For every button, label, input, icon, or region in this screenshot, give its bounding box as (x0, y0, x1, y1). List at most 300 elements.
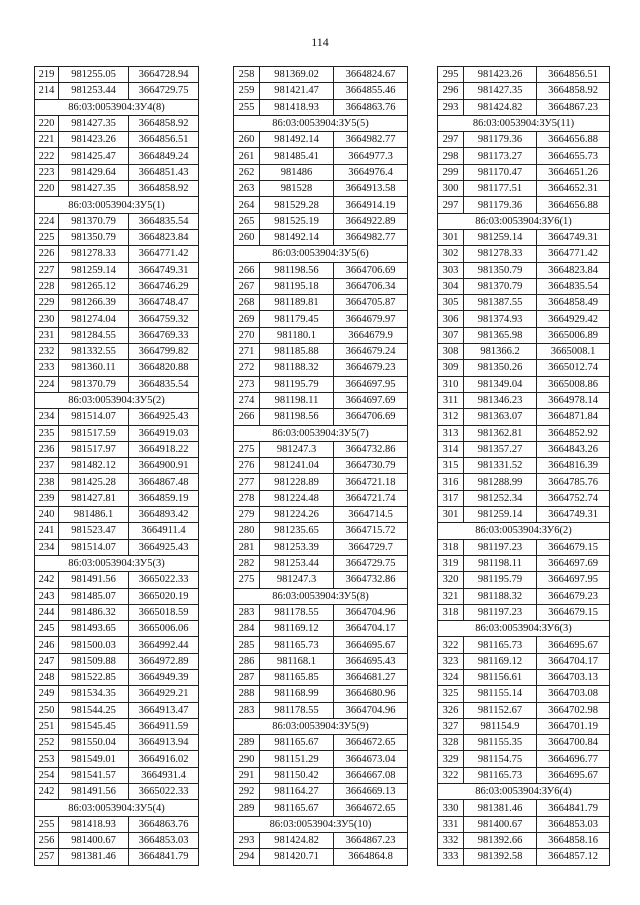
y-coordinate: 3664679.15 (537, 539, 610, 555)
point-number: 331 (438, 816, 464, 832)
y-coordinate: 3664823.84 (537, 262, 610, 278)
point-number: 262 (234, 164, 260, 180)
x-coordinate: 981486.32 (59, 604, 129, 620)
y-coordinate: 3664893.42 (129, 507, 199, 523)
x-coordinate: 981387.55 (464, 295, 537, 311)
y-coordinate: 3664759.32 (129, 311, 199, 327)
y-coordinate: 3664799.82 (129, 344, 199, 360)
y-coordinate: 3664728.94 (129, 67, 199, 83)
point-number: 308 (438, 344, 464, 360)
table-row (35, 181, 199, 197)
x-coordinate: 981189.81 (260, 295, 334, 311)
x-coordinate: 981346.23 (464, 392, 537, 408)
point-number: 300 (438, 181, 464, 197)
y-coordinate: 3664853.03 (537, 816, 610, 832)
x-coordinate: 981169.12 (260, 621, 334, 637)
x-coordinate: 981400.67 (59, 832, 129, 848)
table-row (35, 718, 199, 734)
x-coordinate: 981197.23 (464, 539, 537, 555)
y-coordinate: 3664655.73 (537, 148, 610, 164)
table-row (438, 718, 610, 734)
x-coordinate: 981529.28 (260, 197, 334, 213)
table-row (234, 278, 408, 294)
table-row (234, 67, 408, 83)
x-coordinate: 981366.2 (464, 344, 537, 360)
parcel-id-header: 86:03:0053904:ЗУ5(9) (234, 718, 408, 734)
table-row (438, 637, 610, 653)
x-coordinate: 981492.14 (260, 132, 334, 148)
y-coordinate: 3664732.86 (334, 572, 408, 588)
point-number: 226 (35, 246, 59, 262)
point-number: 260 (234, 132, 260, 148)
point-number: 318 (438, 604, 464, 620)
point-number: 306 (438, 311, 464, 327)
point-number: 313 (438, 425, 464, 441)
table-row (234, 604, 408, 620)
point-number: 273 (234, 376, 260, 392)
point-number: 232 (35, 344, 59, 360)
table-row (234, 181, 408, 197)
x-coordinate: 981357.27 (464, 441, 537, 457)
point-number: 321 (438, 588, 464, 604)
parcel-id-header: 86:03:0053904:ЗУ5(8) (234, 588, 408, 604)
x-coordinate: 981423.26 (59, 132, 129, 148)
table-row (234, 523, 408, 539)
y-coordinate: 3664771.42 (537, 246, 610, 262)
x-coordinate: 981266.39 (59, 295, 129, 311)
point-number: 328 (438, 735, 464, 751)
point-number: 307 (438, 327, 464, 343)
point-number: 283 (234, 702, 260, 718)
y-coordinate: 3664972.89 (129, 653, 199, 669)
table-row (35, 425, 199, 441)
point-number: 317 (438, 490, 464, 506)
table-row (438, 229, 610, 245)
table-row (438, 67, 610, 83)
x-coordinate: 981331.52 (464, 458, 537, 474)
x-coordinate: 981228.89 (260, 474, 334, 490)
y-coordinate: 3665022.33 (129, 572, 199, 588)
table-row (438, 539, 610, 555)
y-coordinate: 3664679.24 (334, 344, 408, 360)
point-number: 251 (35, 718, 59, 734)
y-coordinate: 3664697.69 (537, 555, 610, 571)
x-coordinate: 981195.18 (260, 278, 334, 294)
y-coordinate: 3664721.18 (334, 474, 408, 490)
y-coordinate: 3664715.72 (334, 523, 408, 539)
table-row (35, 735, 199, 751)
parcel-id-header: 86:03:0053904:ЗУ5(2) (35, 392, 199, 408)
x-coordinate: 981370.79 (464, 278, 537, 294)
y-coordinate: 3664918.22 (129, 441, 199, 457)
point-number: 323 (438, 653, 464, 669)
point-number: 283 (234, 604, 260, 620)
x-coordinate: 981165.67 (260, 735, 334, 751)
y-coordinate: 3664835.54 (537, 278, 610, 294)
table-row (35, 327, 199, 343)
x-coordinate: 981165.73 (464, 637, 537, 653)
y-coordinate: 3664695.67 (537, 637, 610, 653)
x-coordinate: 981528 (260, 181, 334, 197)
point-number: 233 (35, 360, 59, 376)
table-row (234, 539, 408, 555)
table-row (35, 702, 199, 718)
table-row (438, 246, 610, 262)
table-row (234, 197, 408, 213)
y-coordinate: 3664721.74 (334, 490, 408, 506)
table-row (234, 849, 408, 865)
x-coordinate: 981165.67 (260, 800, 334, 816)
y-coordinate: 3664714.5 (334, 507, 408, 523)
parcel-id-header: 86:03:0053904:ЗУ5(6) (234, 246, 408, 262)
point-number: 325 (438, 686, 464, 702)
parcel-header-row (438, 621, 610, 637)
y-coordinate: 3664702.98 (537, 702, 610, 718)
x-coordinate: 981284.55 (59, 327, 129, 343)
y-coordinate: 3664900.91 (129, 458, 199, 474)
table-row (35, 490, 199, 506)
table-row (234, 148, 408, 164)
x-coordinate: 981491.56 (59, 572, 129, 588)
x-coordinate: 981152.67 (464, 702, 537, 718)
y-coordinate: 3664729.7 (334, 539, 408, 555)
y-coordinate: 3665012.74 (537, 360, 610, 376)
table-row (35, 83, 199, 99)
parcel-id-header: 86:03:0053904:ЗУ5(3) (35, 555, 199, 571)
y-coordinate: 3664992.44 (129, 637, 199, 653)
table-row (234, 83, 408, 99)
point-number: 264 (234, 197, 260, 213)
table-row (234, 458, 408, 474)
x-coordinate: 981525.19 (260, 213, 334, 229)
point-number: 316 (438, 474, 464, 490)
table-row (438, 800, 610, 816)
y-coordinate: 3664680.96 (334, 686, 408, 702)
table-row (438, 344, 610, 360)
point-number: 220 (35, 115, 59, 131)
x-coordinate: 981381.46 (464, 800, 537, 816)
table-row (438, 278, 610, 294)
table-row (35, 67, 199, 83)
y-coordinate: 3664729.75 (334, 555, 408, 571)
x-coordinate: 981374.93 (464, 311, 537, 327)
parcel-id-header: 86:03:0053904:ЗУ5(7) (234, 425, 408, 441)
point-number: 255 (234, 99, 260, 115)
table-row (438, 262, 610, 278)
x-coordinate: 981509.88 (59, 653, 129, 669)
table-row (234, 702, 408, 718)
x-coordinate: 981550.04 (59, 735, 129, 751)
point-number: 238 (35, 474, 59, 490)
table-row (35, 767, 199, 783)
x-coordinate: 981168.1 (260, 653, 334, 669)
table-row (234, 767, 408, 783)
table-row (234, 572, 408, 588)
point-number: 228 (35, 278, 59, 294)
table-row (438, 311, 610, 327)
table-row (438, 83, 610, 99)
y-coordinate: 3664852.92 (537, 425, 610, 441)
y-coordinate: 3664919.03 (129, 425, 199, 441)
y-coordinate: 3664857.12 (537, 849, 610, 865)
point-number: 240 (35, 507, 59, 523)
point-number: 231 (35, 327, 59, 343)
y-coordinate: 3664700.84 (537, 735, 610, 751)
y-coordinate: 3664681.27 (334, 669, 408, 685)
y-coordinate: 3664856.51 (537, 67, 610, 83)
table-row (35, 539, 199, 555)
y-coordinate: 3664864.8 (334, 849, 408, 865)
x-coordinate: 981198.11 (260, 392, 334, 408)
x-coordinate: 981486 (260, 164, 334, 180)
point-number: 309 (438, 360, 464, 376)
table-row (234, 669, 408, 685)
point-number: 318 (438, 539, 464, 555)
x-coordinate: 981253.44 (59, 83, 129, 99)
x-coordinate: 981427.35 (59, 181, 129, 197)
table-row (35, 832, 199, 848)
x-coordinate: 981429.64 (59, 164, 129, 180)
x-coordinate: 981253.39 (260, 539, 334, 555)
y-coordinate: 3664706.69 (334, 409, 408, 425)
table-row (35, 409, 199, 425)
x-coordinate: 981195.79 (464, 572, 537, 588)
y-coordinate: 3664982.77 (334, 229, 408, 245)
table-row (438, 197, 610, 213)
x-coordinate: 981150.42 (260, 767, 334, 783)
point-number: 237 (35, 458, 59, 474)
y-coordinate: 3664697.95 (537, 572, 610, 588)
x-coordinate: 981241.04 (260, 458, 334, 474)
x-coordinate: 981278.33 (59, 246, 129, 262)
y-coordinate: 3664977.3 (334, 148, 408, 164)
table-row (234, 295, 408, 311)
point-number: 244 (35, 604, 59, 620)
coordinate-table (233, 66, 408, 866)
x-coordinate: 981252.34 (464, 490, 537, 506)
x-coordinate: 981170.47 (464, 164, 537, 180)
point-number: 268 (234, 295, 260, 311)
point-number: 242 (35, 784, 59, 800)
table-row (438, 474, 610, 490)
x-coordinate: 981427.81 (59, 490, 129, 506)
y-coordinate: 3664843.26 (537, 441, 610, 457)
table-row (234, 507, 408, 523)
point-number: 256 (35, 832, 59, 848)
x-coordinate: 981247.3 (260, 441, 334, 457)
y-coordinate: 3664704.17 (537, 653, 610, 669)
point-number: 235 (35, 425, 59, 441)
table-row (35, 604, 199, 620)
point-number: 294 (234, 849, 260, 865)
point-number: 270 (234, 327, 260, 343)
point-number: 239 (35, 490, 59, 506)
x-coordinate: 981259.14 (59, 262, 129, 278)
y-coordinate: 3664656.88 (537, 132, 610, 148)
y-coordinate: 3664679.15 (537, 604, 610, 620)
x-coordinate: 981370.79 (59, 376, 129, 392)
point-number: 322 (438, 767, 464, 783)
y-coordinate: 3664858.49 (537, 295, 610, 311)
y-coordinate: 3664982.77 (334, 132, 408, 148)
point-number: 248 (35, 669, 59, 685)
x-coordinate: 981173.27 (464, 148, 537, 164)
point-number: 287 (234, 669, 260, 685)
point-number: 329 (438, 751, 464, 767)
y-coordinate: 3664669.13 (334, 784, 408, 800)
table-row (35, 669, 199, 685)
y-coordinate: 3664703.08 (537, 686, 610, 702)
point-number: 302 (438, 246, 464, 262)
x-coordinate: 981363.07 (464, 409, 537, 425)
y-coordinate: 3664913.47 (129, 702, 199, 718)
y-coordinate: 3664672.65 (334, 735, 408, 751)
table-row (234, 376, 408, 392)
y-coordinate: 3664706.69 (334, 262, 408, 278)
point-number: 275 (234, 572, 260, 588)
y-coordinate: 3664922.89 (334, 213, 408, 229)
x-coordinate: 981185.88 (260, 344, 334, 360)
point-number: 214 (35, 83, 59, 99)
x-coordinate: 981198.11 (464, 555, 537, 571)
y-coordinate: 3664949.39 (129, 669, 199, 685)
table-row (234, 311, 408, 327)
y-coordinate: 3664704.17 (334, 621, 408, 637)
x-coordinate: 981491.56 (59, 784, 129, 800)
x-coordinate: 981485.07 (59, 588, 129, 604)
y-coordinate: 3664858.92 (129, 181, 199, 197)
x-coordinate: 981155.14 (464, 686, 537, 702)
y-coordinate: 3664925.43 (129, 409, 199, 425)
y-coordinate: 3664914.19 (334, 197, 408, 213)
table-row (438, 686, 610, 702)
x-coordinate: 981362.81 (464, 425, 537, 441)
y-coordinate: 3664851.43 (129, 164, 199, 180)
x-coordinate: 981423.26 (464, 67, 537, 83)
point-number: 286 (234, 653, 260, 669)
parcel-header-row (35, 555, 199, 571)
table-row (35, 311, 199, 327)
y-coordinate: 3664652.31 (537, 181, 610, 197)
table-row (35, 213, 199, 229)
table-row (438, 425, 610, 441)
page-number: 114 (311, 35, 329, 49)
x-coordinate: 981180.1 (260, 327, 334, 343)
y-coordinate: 3665006.89 (537, 327, 610, 343)
point-number: 241 (35, 523, 59, 539)
point-number: 332 (438, 832, 464, 848)
x-coordinate: 981425.28 (59, 474, 129, 490)
table-row (35, 588, 199, 604)
x-coordinate: 981179.36 (464, 197, 537, 213)
parcel-id-header: 86:03:0053904:ЗУ4(8) (35, 99, 199, 115)
y-coordinate: 3664695.67 (537, 767, 610, 783)
table-row (35, 849, 199, 865)
table-row (234, 132, 408, 148)
point-number: 250 (35, 702, 59, 718)
point-number: 269 (234, 311, 260, 327)
parcel-header-row (35, 800, 199, 816)
table-row (438, 588, 610, 604)
point-number: 305 (438, 295, 464, 311)
x-coordinate: 981154.75 (464, 751, 537, 767)
x-coordinate: 981178.55 (260, 702, 334, 718)
x-coordinate: 981350.26 (464, 360, 537, 376)
x-coordinate: 981188.32 (260, 360, 334, 376)
point-number: 230 (35, 311, 59, 327)
parcel-id-header: 86:03:0053904:ЗУ6(4) (438, 784, 610, 800)
y-coordinate: 3665006.06 (129, 621, 199, 637)
point-number: 229 (35, 295, 59, 311)
y-coordinate: 3664749.31 (537, 507, 610, 523)
point-number: 303 (438, 262, 464, 278)
x-coordinate: 981178.55 (260, 604, 334, 620)
table-row (234, 392, 408, 408)
y-coordinate: 3664816.39 (537, 458, 610, 474)
table-row (35, 572, 199, 588)
y-coordinate: 3664855.46 (334, 83, 408, 99)
y-coordinate: 3664976.4 (334, 164, 408, 180)
y-coordinate: 3664695.43 (334, 653, 408, 669)
y-coordinate: 3664730.79 (334, 458, 408, 474)
point-number: 261 (234, 148, 260, 164)
table-row (35, 507, 199, 523)
y-coordinate: 3664823.84 (129, 229, 199, 245)
x-coordinate: 981224.48 (260, 490, 334, 506)
table-row (234, 735, 408, 751)
table-row (234, 360, 408, 376)
point-number: 322 (438, 637, 464, 653)
point-number: 304 (438, 278, 464, 294)
table-row (35, 246, 199, 262)
table-row (438, 653, 610, 669)
point-number: 301 (438, 507, 464, 523)
table-row (438, 669, 610, 685)
table-row (438, 767, 610, 783)
point-number: 245 (35, 621, 59, 637)
point-number: 288 (234, 686, 260, 702)
x-coordinate: 981198.56 (260, 409, 334, 425)
y-coordinate: 3664769.33 (129, 327, 199, 343)
x-coordinate: 981549.01 (59, 751, 129, 767)
table-row (438, 816, 610, 832)
point-number: 333 (438, 849, 464, 865)
point-number: 274 (234, 392, 260, 408)
x-coordinate: 981370.79 (59, 213, 129, 229)
table-row (234, 99, 408, 115)
x-coordinate: 981259.14 (464, 507, 537, 523)
x-coordinate: 981517.59 (59, 425, 129, 441)
table-row (35, 229, 199, 245)
y-coordinate: 3664771.42 (129, 246, 199, 262)
x-coordinate: 981365.98 (464, 327, 537, 343)
point-number: 311 (438, 392, 464, 408)
y-coordinate: 3665008.1 (537, 344, 610, 360)
point-number: 277 (234, 474, 260, 490)
y-coordinate: 3665008.86 (537, 376, 610, 392)
x-coordinate: 981369.02 (260, 67, 334, 83)
x-coordinate: 981259.14 (464, 229, 537, 245)
y-coordinate: 3664695.67 (334, 637, 408, 653)
table-row (35, 360, 199, 376)
point-number: 327 (438, 718, 464, 734)
x-coordinate: 981156.61 (464, 669, 537, 685)
y-coordinate: 3665020.19 (129, 588, 199, 604)
point-number: 301 (438, 229, 464, 245)
table-row (234, 784, 408, 800)
x-coordinate: 981253.44 (260, 555, 334, 571)
point-number: 259 (234, 83, 260, 99)
